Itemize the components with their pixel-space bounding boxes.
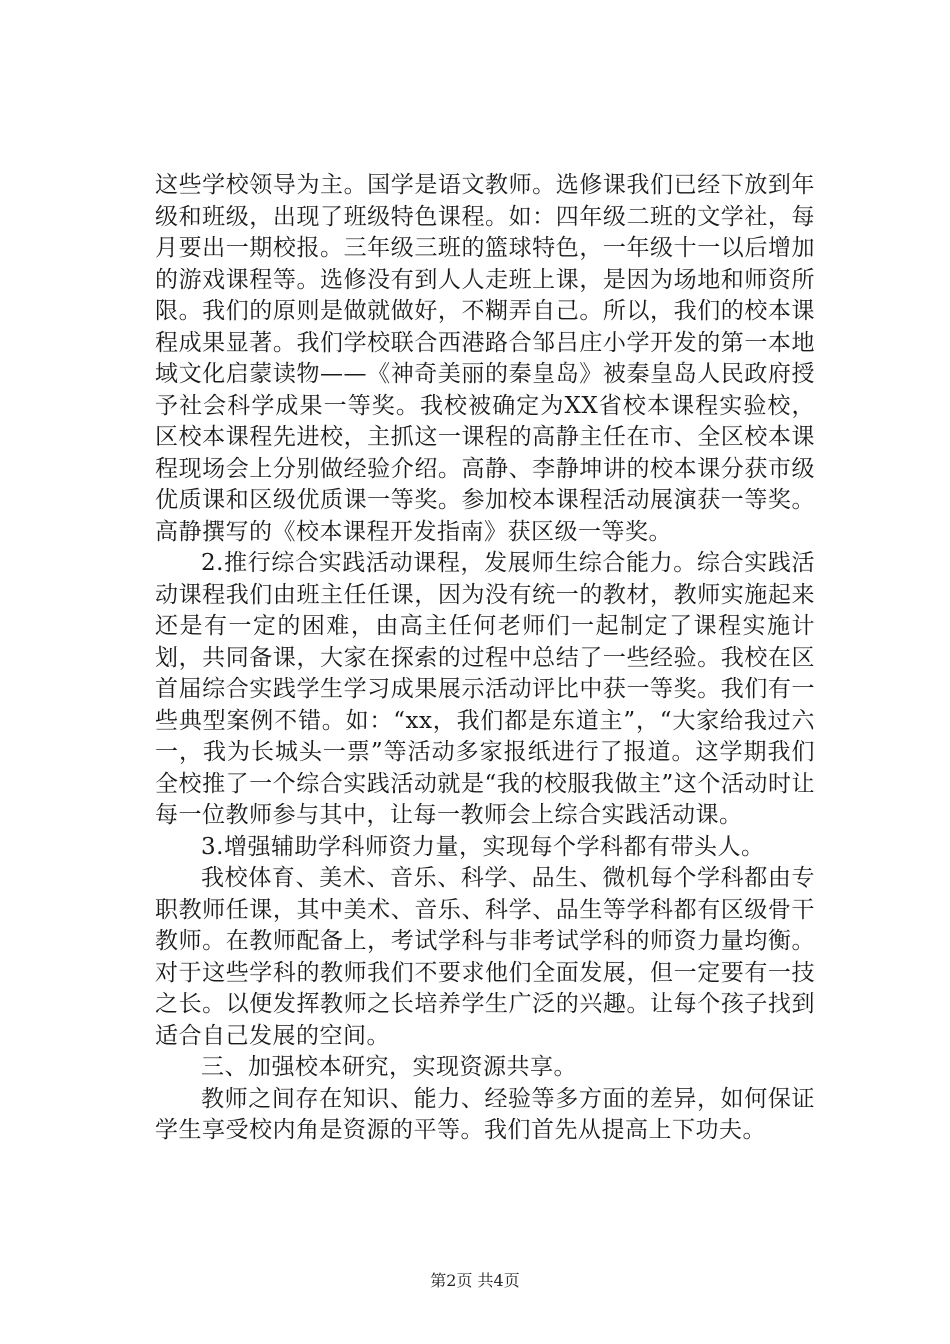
paragraph-3: 3.增强辅助学科师资力量，实现每个学科都有带头人。 (201, 833, 765, 860)
page-number-footer: 第2页 共4页 (430, 1271, 520, 1290)
paragraph-4: 我校体育、美术、音乐、科学、品生、微机每个学科都由专职教师任课，其中美术、音乐、科学、品生等学科都有区级骨干教师。在教师配备上，考试学科与非考试学科的师资力量均衡。对于这些学科的教师我们不要求他们全面发展，但一定要有一技之长。以便发挥教师之长培养学生广泛的兴趣。让每个孩子找到适合自己发展的空间。 (155, 865, 815, 1049)
paragraph-6: 教师之间存在知识、能力、经验等多方面的差异，如何保证学生享受校内角是资源的平等。我们首先从提高上下功夫。 (155, 1085, 815, 1143)
document-body (155, 170, 815, 1147)
paragraph-2: 2.推行综合实践活动课程，发展师生综合能力。综合实践活动课程我们由班主任任课，因为没有统一的教材，教师实施起来还是有一定的困难，由高主任何老师们一起制定了课程实施计划，共同备课，大家在探索的过程中总结了一些经验。我校在区首届综合实践学生学习成果展示活动评比中获一等奖。我们有一些典型案例不错。如：“xx，我们都是东道主”，“大家给我过六一，我为长城头一票”等活动多家报纸进行了报道。这学期我们全校推了一个综合实践活动就是“我的校服我做主”这个活动时让每一位教师参与其中，让每一教师会上综合实践活动课。 (155, 550, 815, 828)
paragraph-1: 这些学校领导为主。国学是语文教师。选修课我们已经下放到年级和班级，出现了班级特色课程。如：四年级二班的文学社，每月要出一期校报。三年级三班的篮球特色，一年级十一以后增加的游戏课程等。选修没有到人人走班上课，是因为场地和师资所限。我们的原则是做就做好，不糊弄自己。所以，我们的校本课程成果显著。我们学校联合西港路合邹吕庄小学开发的第一本地域文化启蒙读物——《神奇美丽的秦皇岛》被秦皇岛人民政府授予社会科学成果一等奖。我校被确定为XX省校本课程实验校，区校本课程先进校，主抓这一课程的高静主任在市、全区校本课程现场会上分别做经验介绍。高静、李静坤讲的校本课分获市级优质课和区级优质课一等奖。参加校本课程活动展演获一等奖。高静撰写的《校本课程开发指南》获区级一等奖。 (155, 172, 815, 545)
paragraph-5: 三、加强校本研究，实现资源共享。 (201, 1054, 577, 1080)
